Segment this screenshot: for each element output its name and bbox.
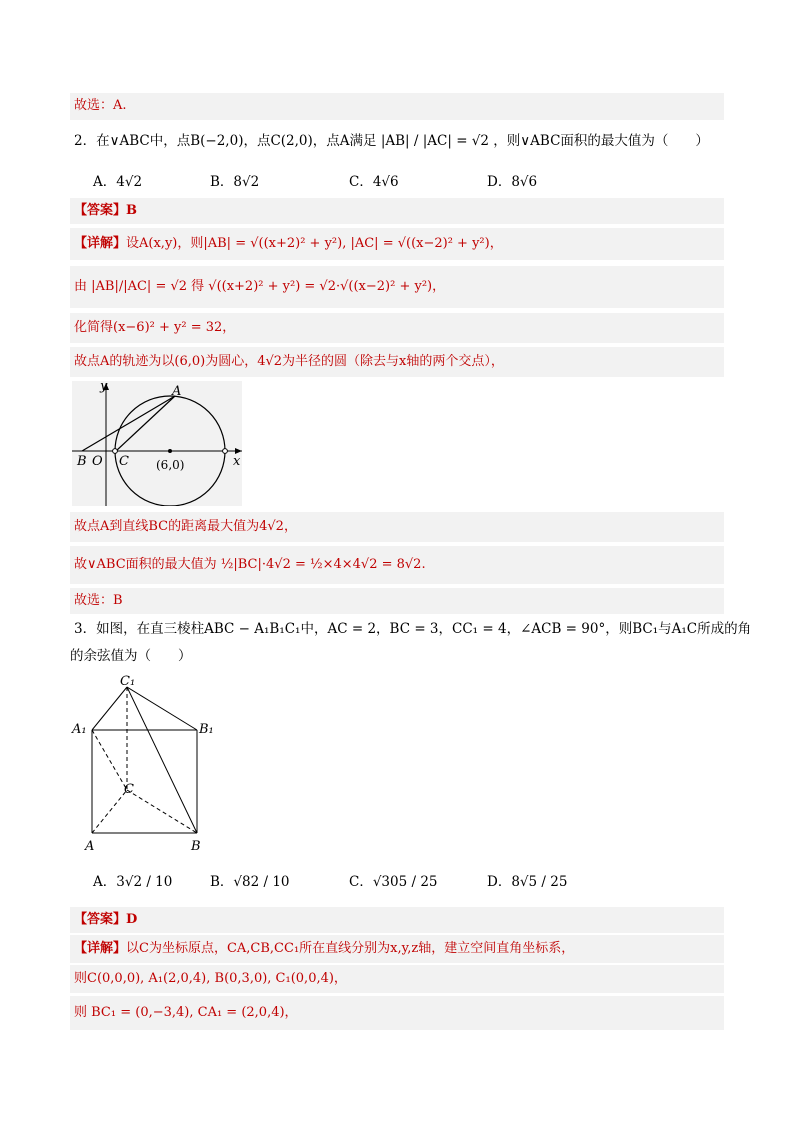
- q2-answer-text: 【答案】B: [74, 203, 137, 218]
- q2-option-c: [349, 172, 399, 192]
- label-b: B: [77, 454, 87, 469]
- segment-ac: [116, 396, 175, 451]
- q2-line-4-text: 故点A的轨迹为以(6,0)为圆心，4√2为半径的圆（除去与x轴的两个交点），: [74, 354, 504, 369]
- segment-ab: [82, 396, 175, 451]
- intersection-right: [223, 449, 228, 454]
- label-b: B: [191, 839, 201, 854]
- label-y: y: [100, 381, 108, 394]
- q3-answer: [70, 907, 724, 933]
- q2-detail-head: 【详解】: [74, 236, 127, 251]
- q2-choose: [70, 588, 724, 614]
- circle-diagram: [72, 381, 242, 506]
- q2-option-d: [487, 172, 537, 192]
- q3-option-c-text: C．√305 / 25: [349, 874, 438, 890]
- prism-diagram: [70, 670, 230, 855]
- label-x: x: [233, 454, 241, 469]
- segment-a1c: [92, 730, 127, 790]
- label-a: A: [85, 839, 95, 854]
- label-center: (6,0): [156, 458, 185, 472]
- intersection-left: [113, 449, 118, 454]
- q3-detail-line-3: [70, 996, 724, 1030]
- label-c: C: [119, 454, 129, 469]
- label-c1: C₁: [120, 674, 136, 689]
- q2-option-a: [93, 172, 142, 192]
- center-point: [168, 449, 172, 453]
- q2-detail-line-2: [70, 266, 724, 308]
- q2-figure: [72, 381, 242, 506]
- q3-stem2-text: 的余弦值为（ ）: [70, 648, 192, 664]
- choose-line-q1: [70, 93, 724, 120]
- q2-detail-line-1: [70, 228, 724, 260]
- q3-option-d-text: D．8√5 / 25: [487, 874, 568, 890]
- label-a1: A₁: [72, 722, 87, 737]
- q3-answer-text: 【答案】D: [74, 912, 138, 927]
- q3-detail-head: 【详解】: [74, 941, 127, 956]
- q2-choose-text: 故选：B: [74, 593, 123, 608]
- question-3-stem-line-1: [74, 618, 751, 640]
- q3-detail-line-1: [70, 935, 724, 963]
- label-b1: B₁: [199, 722, 214, 737]
- label-a: A: [172, 384, 182, 399]
- q2-option-b-text: B．8√2: [210, 174, 260, 190]
- q3-option-b: [210, 872, 290, 892]
- q2-option-a-text: A．4√2: [93, 174, 143, 190]
- question-3-stem-line-2: [70, 645, 192, 667]
- q2-detail-line-3: [70, 313, 724, 343]
- q2-line-6-text: 故∨ABC面积的最大值为 ½|BC|·4√2 = ½×4×4√2 = 8√2.: [74, 557, 426, 572]
- q2-detail-line-5: [70, 512, 724, 542]
- q3-line-1-text: 以C为坐标原点，CA,CB,CC₁所在直线分别为x,y,z轴，建立空间直角坐标系，: [126, 941, 575, 956]
- q3-option-b-text: B．√82 / 10: [210, 874, 290, 890]
- question-2-stem: [74, 130, 709, 152]
- q2-line-3-text: 化简得(x−6)² + y² = 32，: [74, 320, 236, 335]
- q3-option-c: [349, 872, 438, 892]
- q3-option-a: [93, 872, 172, 892]
- q3-figure: [70, 670, 230, 855]
- q3-line-2-text: 则C(0,0,0), A₁(2,0,4), B(0,3,0), C₁(0,0,4)，: [74, 971, 347, 986]
- q2-line-5-text: 故点A到直线BC的距离最大值为4√2，: [74, 519, 297, 534]
- q2-option-b: [210, 172, 259, 192]
- q3-option-d: [487, 872, 567, 892]
- label-o: O: [92, 454, 103, 469]
- q3-stem1-text: 3．如图，在直三棱柱ABC − A₁B₁C₁中，AC = 2，BC = 3，CC₁ = 4，∠ACB = 90°，则BC₁与A₁C所成的角: [74, 621, 752, 637]
- q2-detail-line-6: [70, 546, 724, 584]
- q2-option-c-text: C．4√6: [349, 174, 399, 190]
- q3-line-3-text: 则 BC₁ = (0,−3,4), CA₁ = (2,0,4)，: [74, 1005, 298, 1020]
- q3-detail-line-2: [70, 965, 724, 993]
- choose-text: 故选：A.: [74, 98, 127, 113]
- q2-detail-line-4: [70, 347, 724, 377]
- q3-option-a-text: A．3√2 / 10: [93, 874, 173, 890]
- label-c: C: [124, 782, 134, 797]
- q2-line-2-text: 由 |AB|/|AC| = √2 得 √((x+2)² + y²) = √2·√((x−2)² + y²)，: [74, 279, 446, 294]
- q2-option-d-text: D．8√6: [487, 174, 538, 190]
- q2-answer: [70, 198, 724, 224]
- q2-stem-text: 2．在∨ABC中，点B(−2,0)，点C(2,0)，点A满足 |AB| / |AC| = √2 ，则∨ABC面积的最大值为（ ）: [74, 133, 709, 149]
- edge-a1c1: [92, 687, 127, 730]
- edge-ac: [92, 790, 127, 833]
- q2-line-1-text: 设A(x,y)，则|AB| = √((x+2)² + y²), |AC| = √((x−2)² + y²)，: [126, 236, 503, 251]
